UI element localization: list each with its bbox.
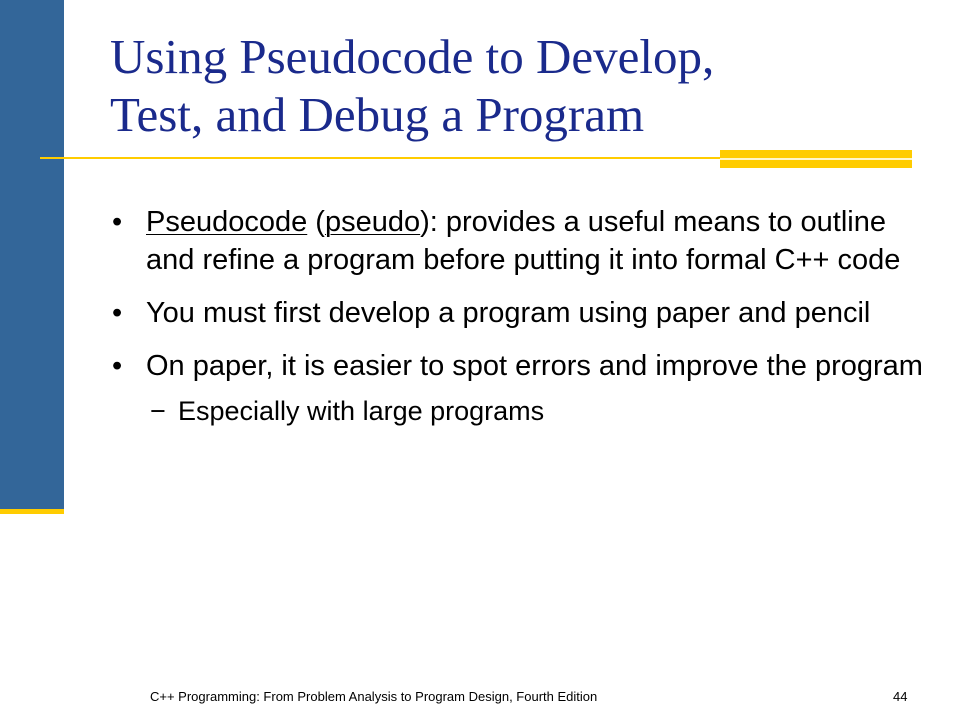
- bullet-text-paren-open: (: [307, 206, 325, 238]
- bullet-marker: •: [112, 350, 123, 382]
- sub-bullet-text: Especially with large programs: [178, 396, 545, 426]
- bullet-marker: •: [112, 206, 123, 238]
- left-bar-yellow-edge: [0, 509, 64, 514]
- title-underline-rule: [40, 157, 722, 159]
- bullet-item-spot-errors: [108, 347, 928, 429]
- slide-title: [110, 28, 930, 144]
- sub-bullet-item-large-programs: [146, 393, 928, 429]
- sub-bullet-list: [146, 393, 928, 429]
- sub-bullet-marker: −: [150, 396, 166, 426]
- slide-title-line-1: Using Pseudocode to Develop,: [110, 29, 715, 84]
- bullet-text: You must first develop a program using paper and pencil: [146, 297, 871, 329]
- bullet-list: [108, 203, 928, 444]
- left-accent-bar: [0, 0, 64, 514]
- slide-title-line-2: Test, and Debug a Program: [110, 87, 645, 142]
- bullet-text: On paper, it is easier to spot errors and improve the program: [146, 350, 923, 382]
- footer-book-title: C++ Programming: From Problem Analysis to Program Design, Fourth Edition: [150, 689, 598, 704]
- bullet-marker: •: [112, 297, 123, 329]
- term-pseudocode: Pseudocode: [146, 206, 308, 238]
- bullet-item-paper-pencil: [108, 294, 928, 332]
- term-pseudo: pseudo: [324, 206, 421, 238]
- page-number: 44: [893, 689, 908, 704]
- bullet-item-pseudocode: [108, 203, 928, 279]
- bullet-text-definition: ): provides a useful means to outline and refine a program before putting it into formal C++ code: [146, 206, 901, 276]
- title-yellow-accent: [720, 150, 912, 168]
